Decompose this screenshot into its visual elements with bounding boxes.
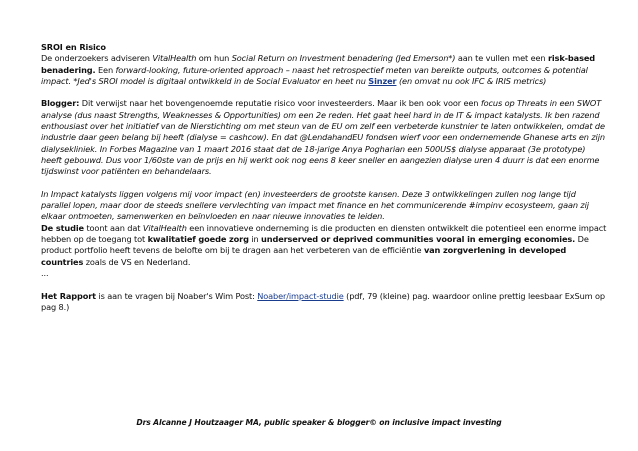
- noaber-impact-studie-link[interactable]: Noaber/impact-studie: [257, 290, 344, 301]
- impact-paragraph: [41, 189, 607, 279]
- impact-text: een innovatieve onderneming is die producten en diensten ontwikkelt die potentieel een enorme impact hebben op de toegang tot: [41, 222, 607, 245]
- rapport-paragraph: [41, 291, 607, 314]
- blogger-text: focus op Threats in een SWOT analyse (dus naast Strengths, Weaknesses & Opportunities) om een 2e reden. Het gaat heel hard in de IT & impact katalysts. Ik ben razend enthousiast over het initiatief van de Nierstichting om met steun van de EU om zelf een verbeterde kunstnier te laten ontwikkelen, omdat de industrie daar geen belang bij heeft (dialyse = cashcow). En dat @LendahandEU fondsen wierf voor een ondernemende Ghanese arts en zijn dialysekliniek. In Forbes Magazine van 1 maart 2016 staat dat de 18-jarige Anya Pogharian een 500US$ dialyse apparaat (3e prototype) heeft gebouwd. Dus voor 1/60ste van de prijs en hij werkt ook nog eens 8 keer sneller en aangezien dialyse uren 4 duurr is dat een enorme tijdswinst voor patiënten en behandelaars.: [41, 98, 605, 177]
- sroi-text: De onderzoekers adviseren: [41, 53, 153, 64]
- sroi-text: risk-based benadering.: [41, 53, 596, 75]
- sinzer-link[interactable]: Sinzer: [368, 75, 397, 86]
- sroi-text: (en omvat nu ook IFC & IRIS metrics): [396, 75, 547, 86]
- blogger-text: Dit verwijst naar het bovengenoemde reputatie risico voor investeerders. Maar ik ben ook voor een: [79, 98, 481, 109]
- impact-text: van zorgverlening in developed countries: [41, 245, 567, 267]
- rapport-text: (pdf, 79 (kleine) pag. waardoor online prettig leesbaar ExSum op pag 8.): [41, 290, 605, 312]
- sroi-heading: SROI en Risico: [41, 42, 106, 52]
- blogger-label: Blogger:: [41, 98, 80, 109]
- impact-text: toont aan dat: [83, 222, 143, 233]
- spacer: [41, 178, 607, 189]
- spacer: [41, 87, 607, 98]
- impact-text: De studie: [41, 222, 84, 233]
- sroi-paragraph: [41, 42, 607, 87]
- impact-text: kwalitatief goede zorg: [147, 234, 249, 245]
- sroi-text: Social Return on Investment benadering (Jed Emerson*): [231, 53, 456, 64]
- document-body: [41, 42, 607, 313]
- sroi-text: forward-looking, future-oriented approach – naast het retrospectief meten van bereikte outputs, outcomes & potential impact. *Jed's SROI model is digitaal ontwikkeld in de Social Evaluator en heet nu: [41, 64, 588, 86]
- impact-text: in: [248, 234, 262, 245]
- sroi-text: aan te vullen met een: [455, 53, 548, 64]
- rapport-text: is aan te vragen bij Noaber's Wim Post:: [95, 290, 258, 301]
- sroi-text: Een: [95, 64, 116, 75]
- impact-text: underserved or deprived communities vooral in emerging economies.: [261, 234, 576, 245]
- impact-text: In Impact katalysts liggen volgens mij voor impact (en) investeerders de grootste kansen. Deze 3 ontwikkelingen zullen nog lange tijd parallel lopen, maar door de steeds snellere vervlechting van impact met finance en het communicerende #impinv ecosysteem, gaan zij elkaar ontmoeten, samenwerken en beïnvloeden en naar nieuwe innovaties te leiden.: [41, 188, 589, 222]
- impact-text: zoals de VS en Nederland.: [83, 256, 191, 267]
- ellipsis: ...: [41, 267, 49, 278]
- spacer: [41, 279, 607, 290]
- blogger-paragraph: [41, 98, 607, 177]
- impact-text: De product portfolio heeft tevens de belofte om bij te dragen aan het verbeteren van de efficiëntie: [41, 234, 589, 256]
- sroi-text: VitalHealth: [152, 53, 197, 64]
- rapport-text: Het Rapport: [41, 290, 96, 301]
- sroi-text: om hun: [196, 53, 232, 64]
- impact-text: VitalHealth: [142, 222, 187, 233]
- page-footer: Drs Alcanne J Houtzaager MA, public speaker & blogger© on inclusive impact investing: [136, 418, 502, 427]
